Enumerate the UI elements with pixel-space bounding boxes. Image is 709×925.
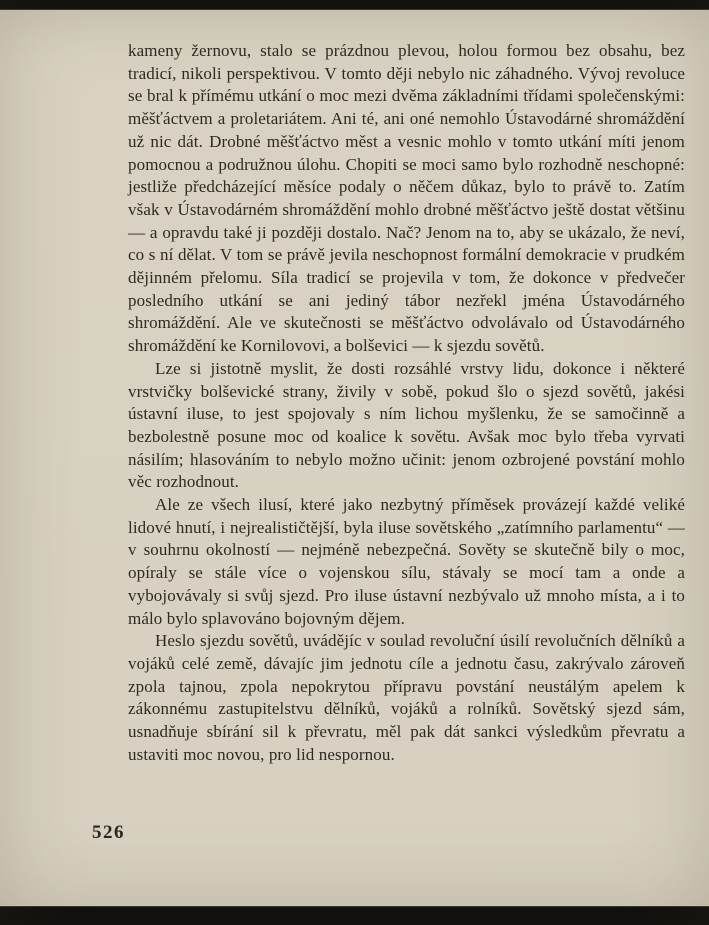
paragraph: Lze si jistotně myslit, že dosti rozsáhlé vrstvy lidu, dokonce i některé vrstvičky bolševické strany, živily v sobě, pokud šlo o sjezd sovětů, jakési ústavní iluse, to jest spojovaly s ním lichou myšlenku, že se samočinně a bezbolestně posune moc od koalice k sovětu. Avšak moc bylo třeba vyrvati násilím; hlasováním to nebylo možno učinit: jenom ozbrojené povstání mohlo věc rozhodnout. <box>128 358 685 492</box>
paragraph: Ale ze všech ilusí, které jako nezbytný příměsek provázejí každé veliké lidové hnutí, i nejrealističtější, byla iluse sovětského „zatímního parlamentu“ — v souhrnu okolností — nejméně nebezpečná. Sověty se skutečně bily o moc, opíraly se stále více o vojenskou sílu, stávaly se mocí tam a onde a vybojovávaly si svůj sjezd. Pro iluse ústavní nezbývalo už mnoho místa, a i to málo bylo splavováno bojovným dějem. <box>128 495 685 628</box>
scan-edge-bottom <box>0 906 709 925</box>
paragraph-continued: kameny žernovu, stalo se prázdnou plevou, holou formou bez obsahu, bez tradicí, nikoli perspektivou. V tomto ději nebylo nic záhadného. Vývoj revoluce se bral k přímému utkání o moc mezi dvěma základními třídami společenskými: měšťáctvem a proletariátem. Ani té, ani oné nemohlo Ústavodárné shromáždění už nic dát. Drobné měšťáctvo měst a vesnic mohlo v tomto utkání míti jenom pomocnou a podružnou úlohu. Chopiti se moci samo bylo rozhodně neschopné: jestliže předcházející měsíce podaly o něčem důkaz, bylo to právě to. Zatím však v Ústavodárném shromáždění mohlo drobné měšťáctvo ještě dostat většinu — a opravdu také ji později dostalo. Nač? Jenom na to, aby se ukázalo, že neví, co s ní dělat. V tom se právě jevila neschopnost formální demokracie v prudkém dějinném přelomu. Síla tradicí se projevila v tom, že dokonce v předvečer posledního utkání se ani jediný tábor nezřekl jména Ústavodárného shromáždění. Ale ve skutečnosti se měšťáctvo odvolávalo od Ústavodárného shromáždění ke Kornilovovi, a bolševici — k sjezdu sovětů. <box>128 41 685 356</box>
scan-edge-top <box>0 0 709 10</box>
page-text-block <box>128 40 685 767</box>
page-number: 526 <box>92 822 125 843</box>
paragraph: Heslo sjezdu sovětů, uvádějíc v soulad revoluční úsilí revolučních dělníků a vojáků celé země, dávajíc jim jednotu cíle a jednotu času, zakrývalo zároveň zpola tajnou, zpola nepokrytou přípravu povstání neustálým apelem k zákonnému zastupitelstvu dělníků, vojáků a rolníků. Sovětský sjezd sám, usnadňuje sbírání sil k převratu, měl pak dát sankci výsledkům převratu a ustaviti moc novou, pro lid nespornou. <box>128 631 685 764</box>
